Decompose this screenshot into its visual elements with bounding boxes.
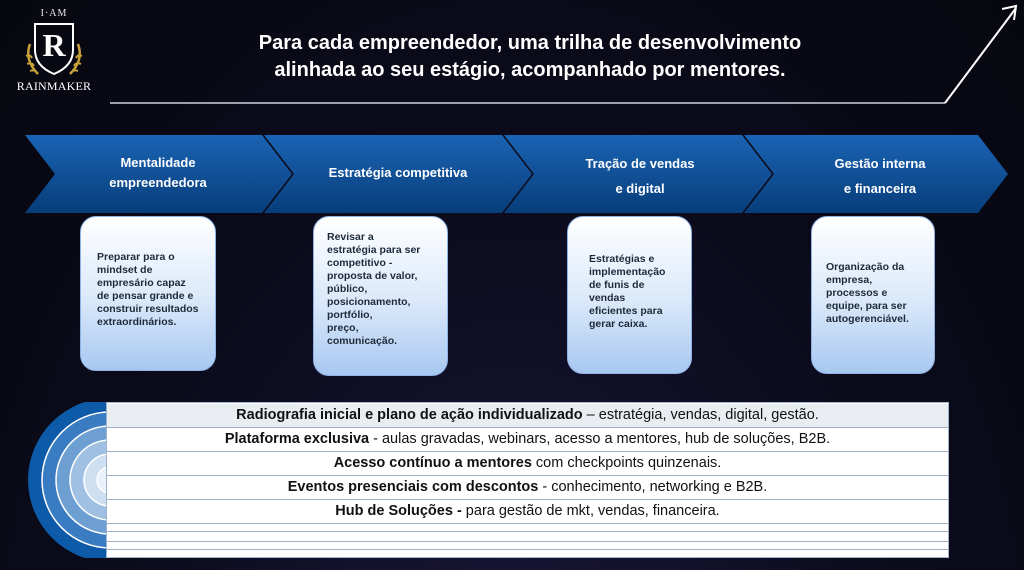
empty-row-divider	[107, 531, 948, 532]
empty-row-divider	[107, 549, 948, 550]
logo-name: RAINMAKER	[16, 79, 92, 93]
benefit-row: Eventos presenciais com descontos - conhecimento, networking e B2B.	[107, 476, 948, 500]
benefit-row: Radiografia inicial e plano de ação individualizado – estratégia, vendas, digital, gestão.	[107, 404, 948, 428]
stage-4-title: Gestão interna e financeira	[834, 156, 926, 196]
logo-monogram: R	[42, 27, 66, 63]
stage-2-title: Estratégia competitiva	[328, 165, 468, 180]
benefits-table	[106, 402, 949, 558]
logo-top-text: I·AM	[40, 8, 68, 19]
headline-line-1: Para cada empreendedor, uma trilha de desenvolvimento	[258, 32, 802, 54]
headline-line-2: alinhada ao seu estágio, acompanhado por mentores.	[274, 59, 786, 81]
benefit-row: Acesso contínuo a mentores com checkpoints quinzenais.	[107, 452, 948, 476]
stage-2-description: Revisar a estratégia para ser competitivo - proposta de valor, público, posicionamento, portfólio, preço, comunicação.	[327, 231, 421, 347]
stage-1-title: Mentalidade empreendedora	[109, 155, 207, 190]
benefit-row: Plataforma exclusiva - aulas gravadas, webinars, acesso a mentores, hub de soluções, B2B.	[107, 428, 948, 452]
stage-3-description: Estratégias e implementação de funis de vendas eficientes para gerar caixa.	[589, 253, 666, 330]
stage-1-description: Preparar para o mindset de empresário capaz de pensar grande e construir resultados extraordinários.	[97, 251, 199, 328]
empty-row-divider	[107, 541, 948, 542]
benefit-row: Hub de Soluções - para gestão de mkt, vendas, financeira.	[107, 500, 948, 524]
stage-4-description: Organização da empresa, processos e equipe, para ser autogerenciável.	[826, 261, 909, 325]
stage-3-title: Tração de vendas e digital	[585, 156, 695, 196]
